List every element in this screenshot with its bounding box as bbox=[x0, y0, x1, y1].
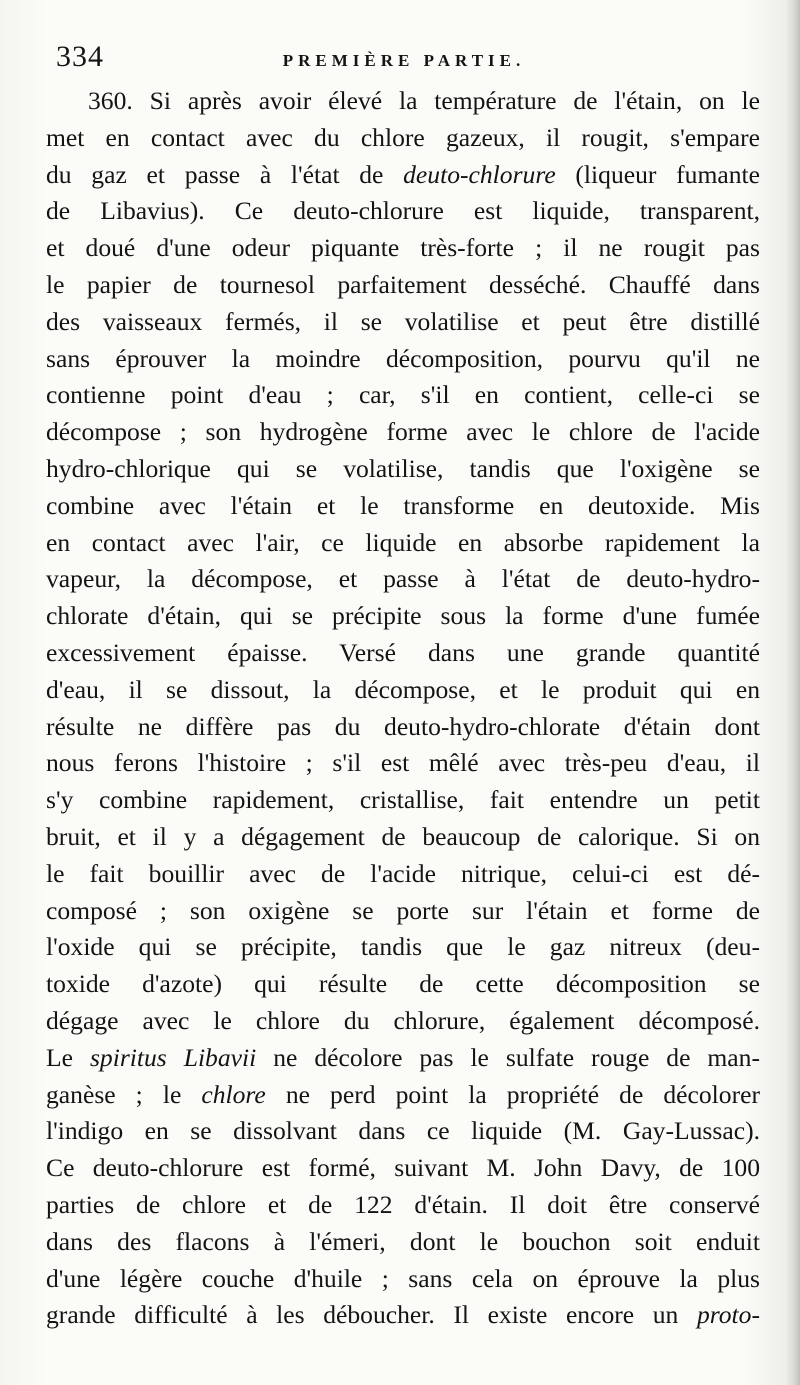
page-edge-shadow bbox=[786, 0, 800, 1385]
text-line: en contact avec l'air, ce liquide en absorbe rapidement la bbox=[46, 527, 760, 557]
text-line: chlorate d'étain, qui se précipite sous la forme d'une fumée bbox=[46, 601, 760, 631]
text-line: décompose ; son hydrogène forme avec le chlore de l'acide bbox=[46, 417, 760, 447]
page-number: 334 bbox=[56, 40, 104, 73]
text-line: des vaisseaux fermés, il se volatilise et peut être distillé bbox=[46, 306, 760, 336]
page-header bbox=[48, 38, 760, 78]
text-line: 360. Si après avoir élevé la température de l'étain, on le bbox=[88, 86, 760, 115]
text-line: contienne point d'eau ; car, s'il en contient, celle-ci se bbox=[46, 380, 760, 410]
text-line: dégage avec le chlore du chlorure, également décomposé. bbox=[46, 1005, 760, 1035]
text-line: combine avec l'étain et le transforme en deutoxide. Mis bbox=[46, 490, 760, 520]
text-line bbox=[46, 1297, 760, 1334]
text-line: nous ferons l'histoire ; s'il est mêlé avec très-peu d'eau, il bbox=[46, 748, 760, 778]
text-segment: grande difficulté à les déboucher. Il existe encore un bbox=[46, 1300, 697, 1330]
text-line: bruit, et il y a dégagement de beaucoup de calorique. Si on bbox=[46, 821, 760, 851]
text-line bbox=[46, 157, 760, 194]
italic-term: chlore bbox=[201, 1079, 266, 1109]
italic-term: proto- bbox=[696, 1300, 760, 1330]
text-line: toxide d'azote) qui résulte de cette décomposition se bbox=[46, 969, 760, 999]
text-line: Ce deuto-chlorure est formé, suivant M. John Davy, de 100 bbox=[46, 1153, 760, 1183]
text-line: parties de chlore et de 122 d'étain. Il doit être conservé bbox=[46, 1189, 760, 1219]
text-line: vapeur, la décompose, et passe à l'état de deuto-hydro- bbox=[46, 564, 760, 594]
text-line: d'une légère couche d'huile ; sans cela on éprouve la plus bbox=[46, 1263, 760, 1293]
text-line: s'y combine rapidement, cristallise, fait entendre un petit bbox=[46, 785, 760, 815]
text-line: dans des flacons à l'émeri, dont le bouchon soit enduit bbox=[46, 1226, 760, 1256]
text-segment: du gaz et passe à l'état de bbox=[46, 159, 404, 189]
text-line: résulte ne diffère pas du deuto-hydro-chlorate d'étain dont bbox=[46, 711, 760, 741]
text-line: l'oxide qui se précipite, tandis que le gaz nitreux (deu- bbox=[46, 932, 760, 962]
text-line bbox=[46, 1040, 760, 1077]
text-line: le fait bouillir avec de l'acide nitrique, celui-ci est dé- bbox=[46, 858, 760, 888]
text-segment: ne décolore pas le sulfate rouge de man- bbox=[256, 1042, 760, 1072]
text-line bbox=[46, 1077, 760, 1114]
running-head: PREMIÈRE PARTIE. bbox=[282, 51, 526, 70]
text-line: met en contact avec du chlore gazeux, il rougit, s'empare bbox=[46, 122, 760, 152]
paragraph-360 bbox=[46, 83, 760, 1334]
text-line: et doué d'une odeur piquante très-forte ; il ne rougit pas bbox=[46, 233, 760, 263]
text-line: composé ; son oxigène se porte sur l'étain et forme de bbox=[46, 895, 760, 925]
italic-term: deuto-chlorure bbox=[403, 159, 556, 189]
text-line: de Libavius). Ce deuto-chlorure est liquide, transparent, bbox=[46, 196, 760, 226]
text-line: hydro-chlorique qui se volatilise, tandis que l'oxigène se bbox=[46, 453, 760, 483]
text-line: d'eau, il se dissout, la décompose, et le produit qui en bbox=[46, 674, 760, 704]
text-line: le papier de tournesol parfaitement desséché. Chauffé dans bbox=[46, 269, 760, 299]
text-segment: ne perd point la propriété de décolorer bbox=[265, 1079, 760, 1109]
text-line: excessivement épaisse. Versé dans une grande quantité bbox=[46, 637, 760, 667]
italic-term: spiritus Libavii bbox=[89, 1042, 257, 1072]
text-segment: (liqueur fumante bbox=[555, 159, 760, 189]
text-segment: ganèse ; le bbox=[46, 1079, 202, 1109]
text-line: sans éprouver la moindre décomposition, pourvu qu'il ne bbox=[46, 343, 760, 373]
text-line: l'indigo en se dissolvant dans ce liquide (M. Gay-Lussac). bbox=[46, 1116, 760, 1146]
text-segment: Le bbox=[46, 1042, 90, 1072]
